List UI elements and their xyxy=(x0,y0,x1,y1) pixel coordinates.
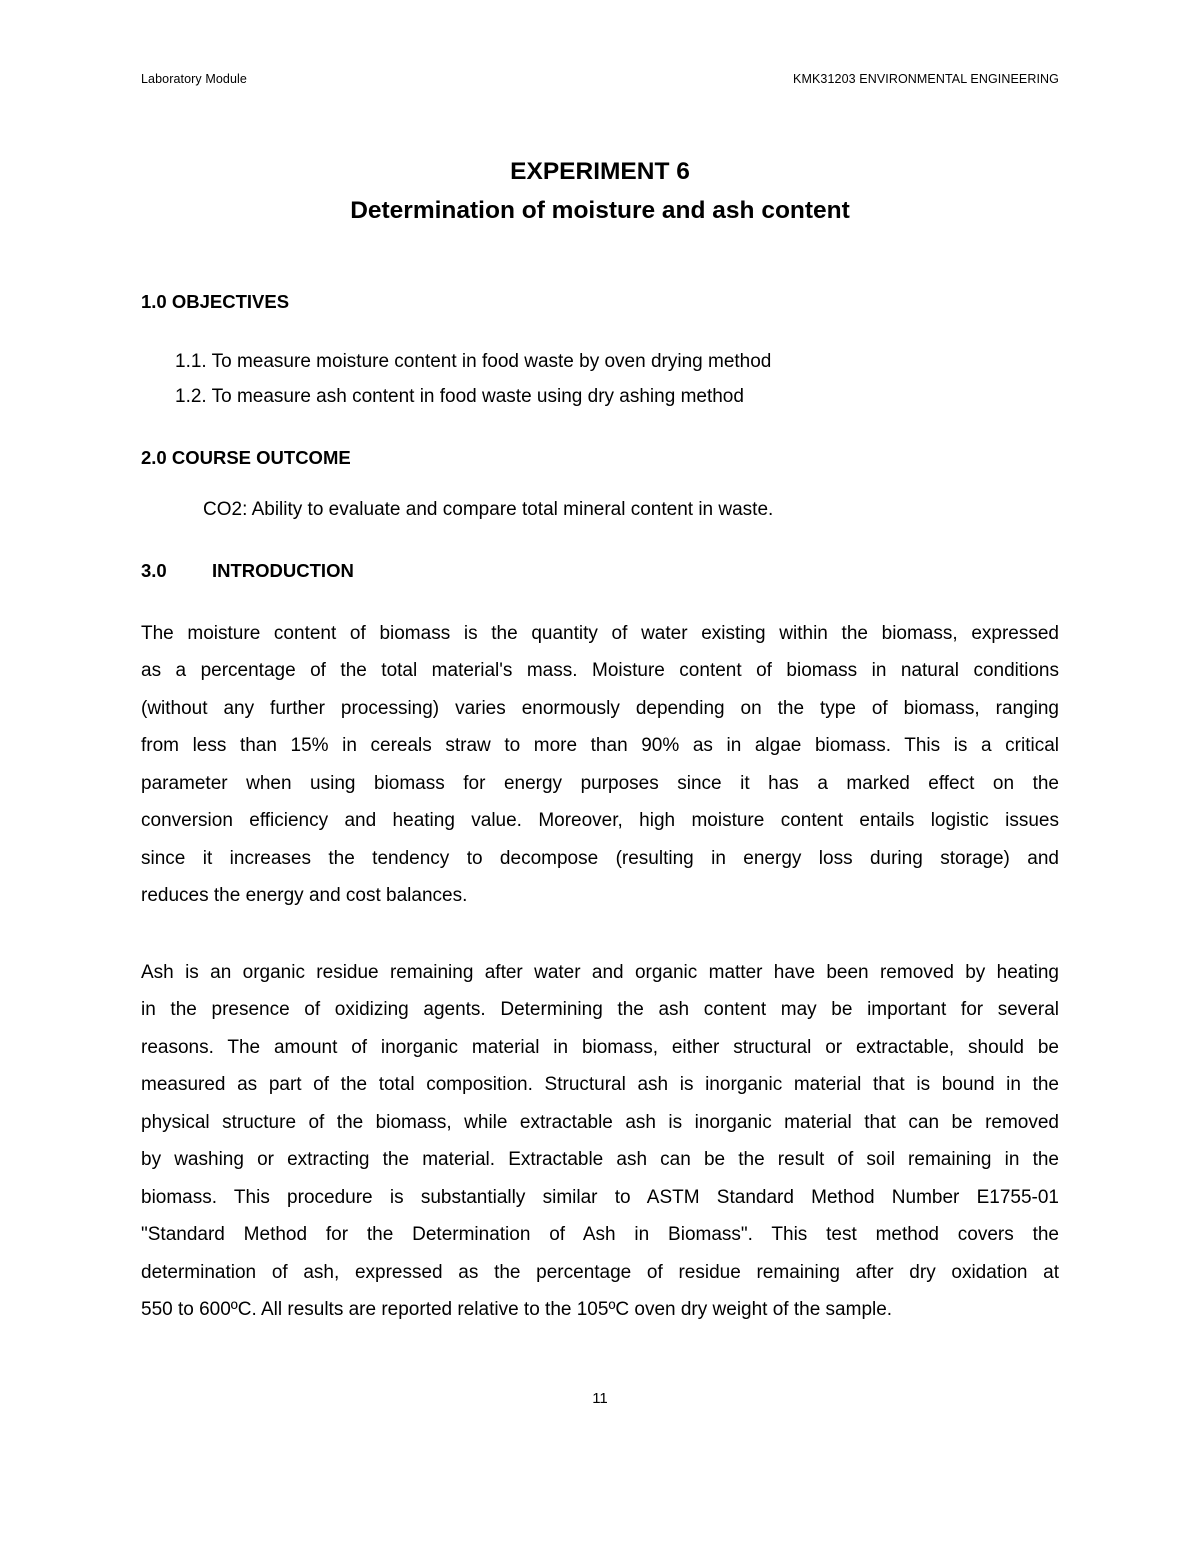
page-number: 11 xyxy=(592,1390,608,1407)
introduction-number: 3.0 xyxy=(141,560,167,581)
paragraph-line: "Standard Method for the Determination of Ash in Biomass". This test method covers the xyxy=(141,1224,1059,1246)
paragraph-line: determination of ash, expressed as the percentage of residue remaining after dry oxidation at xyxy=(141,1261,1059,1283)
paragraph-line: by washing or extracting the material. Extractable ash can be the result of soil remaining in the xyxy=(141,1149,1059,1171)
objective-item: 1.2. To measure ash content in food waste using dry ashing method xyxy=(175,386,744,407)
course-outcome-text: CO2: Ability to evaluate and compare total mineral content in waste. xyxy=(203,499,774,520)
paragraph-line: 550 to 600ºC. All results are reported relative to the 105ºC oven dry weight of the sample. xyxy=(141,1298,893,1320)
paragraph-line: as a percentage of the total material's mass. Moisture content of biomass in natural conditions xyxy=(141,660,1059,682)
introduction-paragraph-1 xyxy=(141,615,1059,915)
introduction-paragraph-2 xyxy=(141,954,1059,1328)
page-subtitle: Determination of moisture and ash content xyxy=(350,197,850,224)
paragraph-line: (without any further processing) varies enormously depending on the type of biomass, ranging xyxy=(141,697,1059,719)
paragraph-line: The moisture content of biomass is the quantity of water existing within the biomass, expressed xyxy=(141,623,1059,644)
page-title: EXPERIMENT 6 xyxy=(510,158,690,185)
objectives-heading: 1.0 OBJECTIVES xyxy=(141,291,290,312)
paragraph-line: reduces the energy and cost balances. xyxy=(141,885,468,907)
header-right: KMK31203 ENVIRONMENTAL ENGINEERING xyxy=(793,72,1059,86)
paragraph-line: parameter when using biomass for energy purposes since it has a marked effect on the xyxy=(141,772,1059,794)
paragraph-line: in the presence of oxidizing agents. Determining the ash content may be important for several xyxy=(141,999,1059,1021)
introduction-heading: INTRODUCTION xyxy=(212,560,354,581)
objective-item: 1.1. To measure moisture content in food waste by oven drying method xyxy=(175,351,772,372)
paragraph-line: measured as part of the total composition. Structural ash is inorganic material that is bound in the xyxy=(141,1074,1059,1096)
paragraph-line: Ash is an organic residue remaining after water and organic matter have been removed by heating xyxy=(141,962,1059,983)
paragraph-line: conversion efficiency and heating value. Moreover, high moisture content entails logistic issues xyxy=(141,810,1059,832)
course-outcome-heading: 2.0 COURSE OUTCOME xyxy=(141,447,351,468)
header-left: Laboratory Module xyxy=(141,72,247,86)
paragraph-line: reasons. The amount of inorganic material in biomass, either structural or extractable, should be xyxy=(141,1036,1059,1058)
paragraph-line: from less than 15% in cereals straw to more than 90% as in algae biomass. This is a critical xyxy=(141,735,1059,757)
paragraph-line: physical structure of the biomass, while extractable ash is inorganic material that can be removed xyxy=(141,1111,1059,1133)
paragraph-line: since it increases the tendency to decompose (resulting in energy loss during storage) and xyxy=(141,847,1059,869)
paragraph-line: biomass. This procedure is substantially similar to ASTM Standard Method Number E1755-01 xyxy=(141,1186,1059,1208)
